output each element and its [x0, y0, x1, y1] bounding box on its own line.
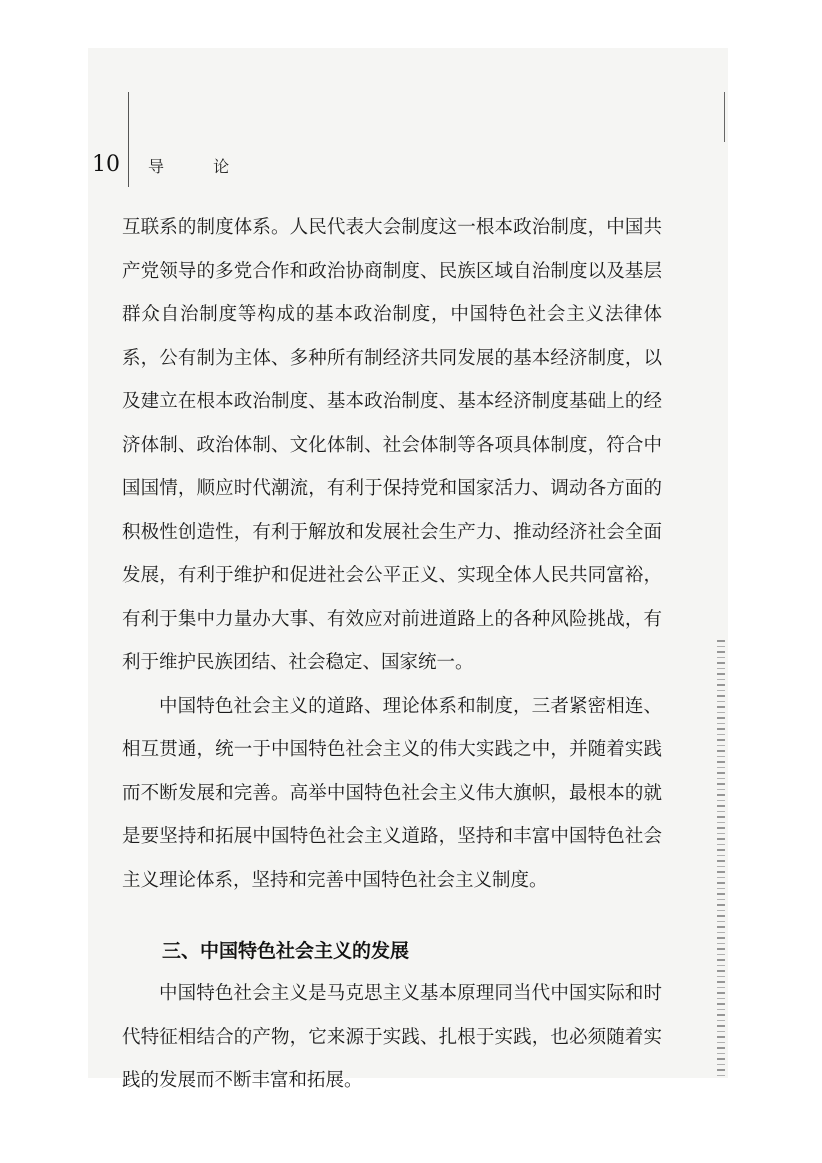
running-title: 导 论 [148, 157, 252, 176]
paragraph: 中国特色社会主义是马克思主义基本原理同当代中国实际和时代特征相结合的产物，它来源于实践、扎根于实践，也必须随着实践的发展而不断丰富和拓展。 [122, 983, 662, 1091]
page-number: 10 [92, 152, 120, 177]
scan-edge-artifact [717, 640, 725, 1080]
header-divider [128, 92, 129, 187]
section-heading: 三、中国特色社会主义的发展 [162, 940, 410, 962]
paragraph: 中国特色社会主义的道路、理论体系和制度，三者紧密相连、相互贯通，统一于中国特色社会主义的伟大实践之中，并随着实践而不断发展和完善。高举中国特色社会主义伟大旗帜，最根本的就是要坚持和拓展中国特色社会主义道路，坚持和丰富中国特色社会主义理论体系，坚持和完善中国特色社会主义制度。 [122, 695, 662, 891]
right-edge-line [724, 92, 725, 142]
paragraph: 互联系的制度体系。人民代表大会制度这一根本政治制度，中国共产党领导的多党合作和政治协商制度、民族区域自治制度以及基层群众自治制度等构成的基本政治制度，中国特色社会主义法律体系，公有制为主体、多种所有制经济共同发展的基本经济制度，以及建立在根本政治制度、基本政治制度、基本经济制度基础上的经济体制、政治体制、文化体制、社会体制等各项具体制度，符合中国国情，顺应时代潮流，有利于保持党和国家活力、调动各方面的积极性创造性，有利于解放和发展社会生产力、推动经济社会全面发展，有利于维护和促进社会公平正义、实现全体人民共同富裕，有利于集中力量办大事、有效应对前进道路上的各种风险挑战，有利于维护民族团结、社会稳定、国家统一。 [122, 217, 662, 673]
body-text [122, 206, 662, 1103]
